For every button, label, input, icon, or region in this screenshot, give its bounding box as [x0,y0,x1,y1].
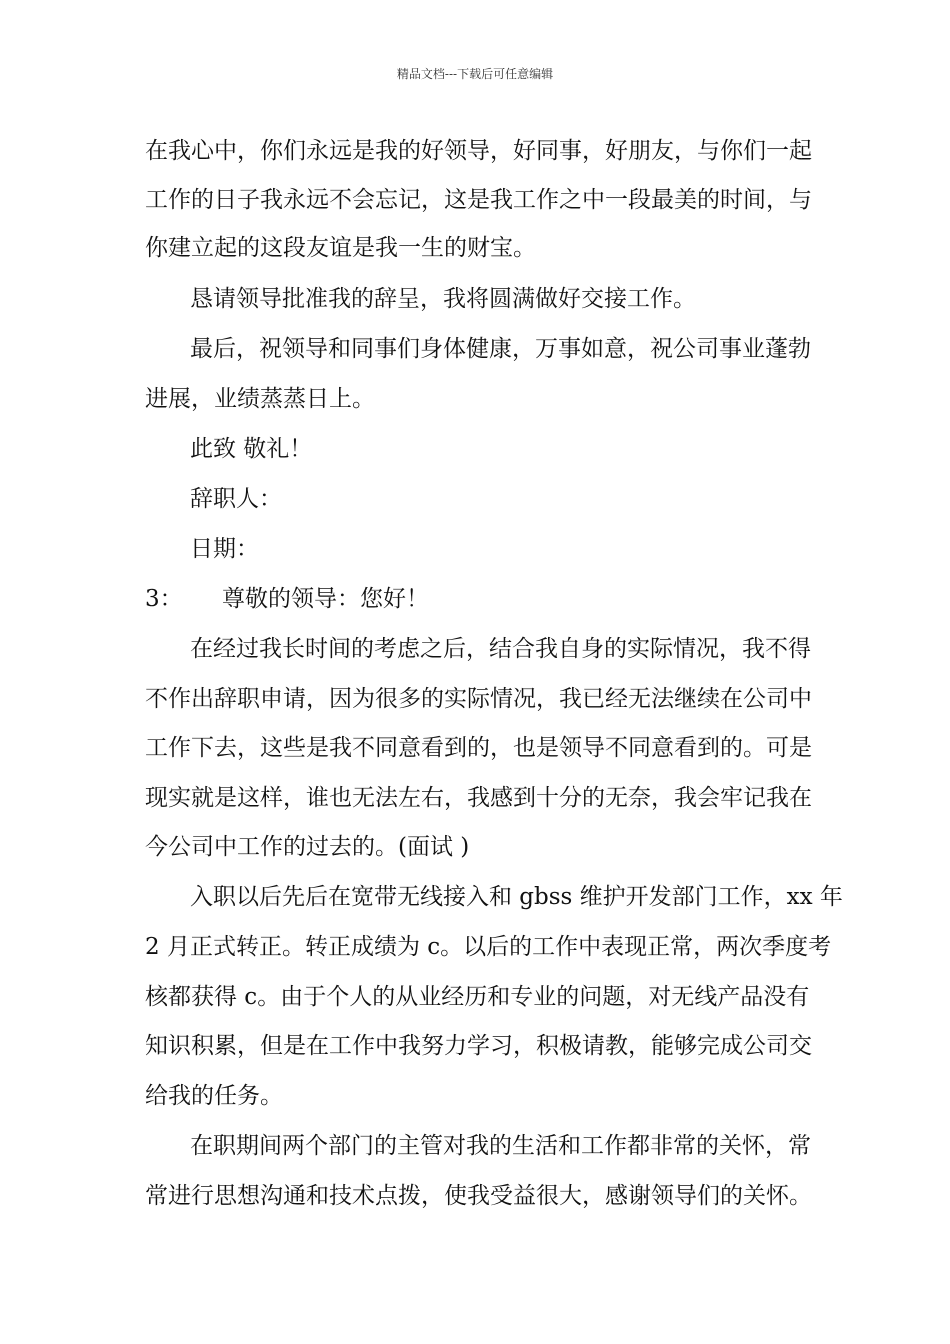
paragraph-line: 在我心中，你们永远是我的好领导，好同事，好朋友，与你们一起 [145,138,812,164]
paragraph-line: 你建立起的这段友谊是我一生的财宝。 [145,235,536,261]
paragraph-line: 给我的任务。 [145,1083,283,1109]
paragraph-line: 今公司中工作的过去的。(面试 ) [145,834,470,860]
paragraph-line: 工作的日子我永远不会忘记，这是我工作之中一段最美的时间，与 [145,187,812,213]
paragraph-line: 在经过我长时间的考虑之后，结合我自身的实际情况，我不得 [190,636,811,662]
paragraph-line: 工作下去，这些是我不同意看到的，也是领导不同意看到的。可是 [145,735,812,761]
paragraph-line: 不作出辞职申请，因为很多的实际情况，我已经无法继续在公司中 [145,686,812,712]
paragraph-line: 知识积累，但是在工作中我努力学习，积极请教，能够完成公司交 [145,1033,812,1059]
paragraph-line: 现实就是这样，谁也无法左右，我感到十分的无奈，我会牢记我在 [145,785,812,811]
paragraph-line: 恳请领导批准我的辞呈，我将圆满做好交接工作。 [190,286,696,312]
paragraph-line: 进展，业绩蒸蒸日上。 [145,386,375,412]
paragraph-line: 2 月正式转正。转正成绩为 c。以后的工作中表现正常，两次季度考 [145,934,832,960]
date-label: 日期： [190,536,259,562]
section-number: 3： [145,586,183,612]
resignee-label: 辞职人： [190,486,282,512]
paragraph-line: 常进行思想沟通和技术点拨，使我受益很大，感谢领导们的关怀。 [145,1183,812,1209]
paragraph-line: 入职以后先后在宽带无线接入和 gbss 维护开发部门工作，xx 年 [190,884,843,910]
paragraph-line: 最后，祝领导和同事们身体健康，万事如意，祝公司事业蓬勃 [190,336,811,362]
paragraph-line: 在职期间两个部门的主管对我的生活和工作都非常的关怀，常 [190,1133,811,1159]
greeting: 尊敬的领导：您好！ [222,586,429,612]
closing-salutation: 此致 敬礼！ [190,436,313,462]
page-header: 精品文档---下载后可任意编辑 [396,67,554,81]
paragraph-line: 核都获得 c。由于个人的从业经历和专业的问题，对无线产品没有 [145,984,810,1010]
